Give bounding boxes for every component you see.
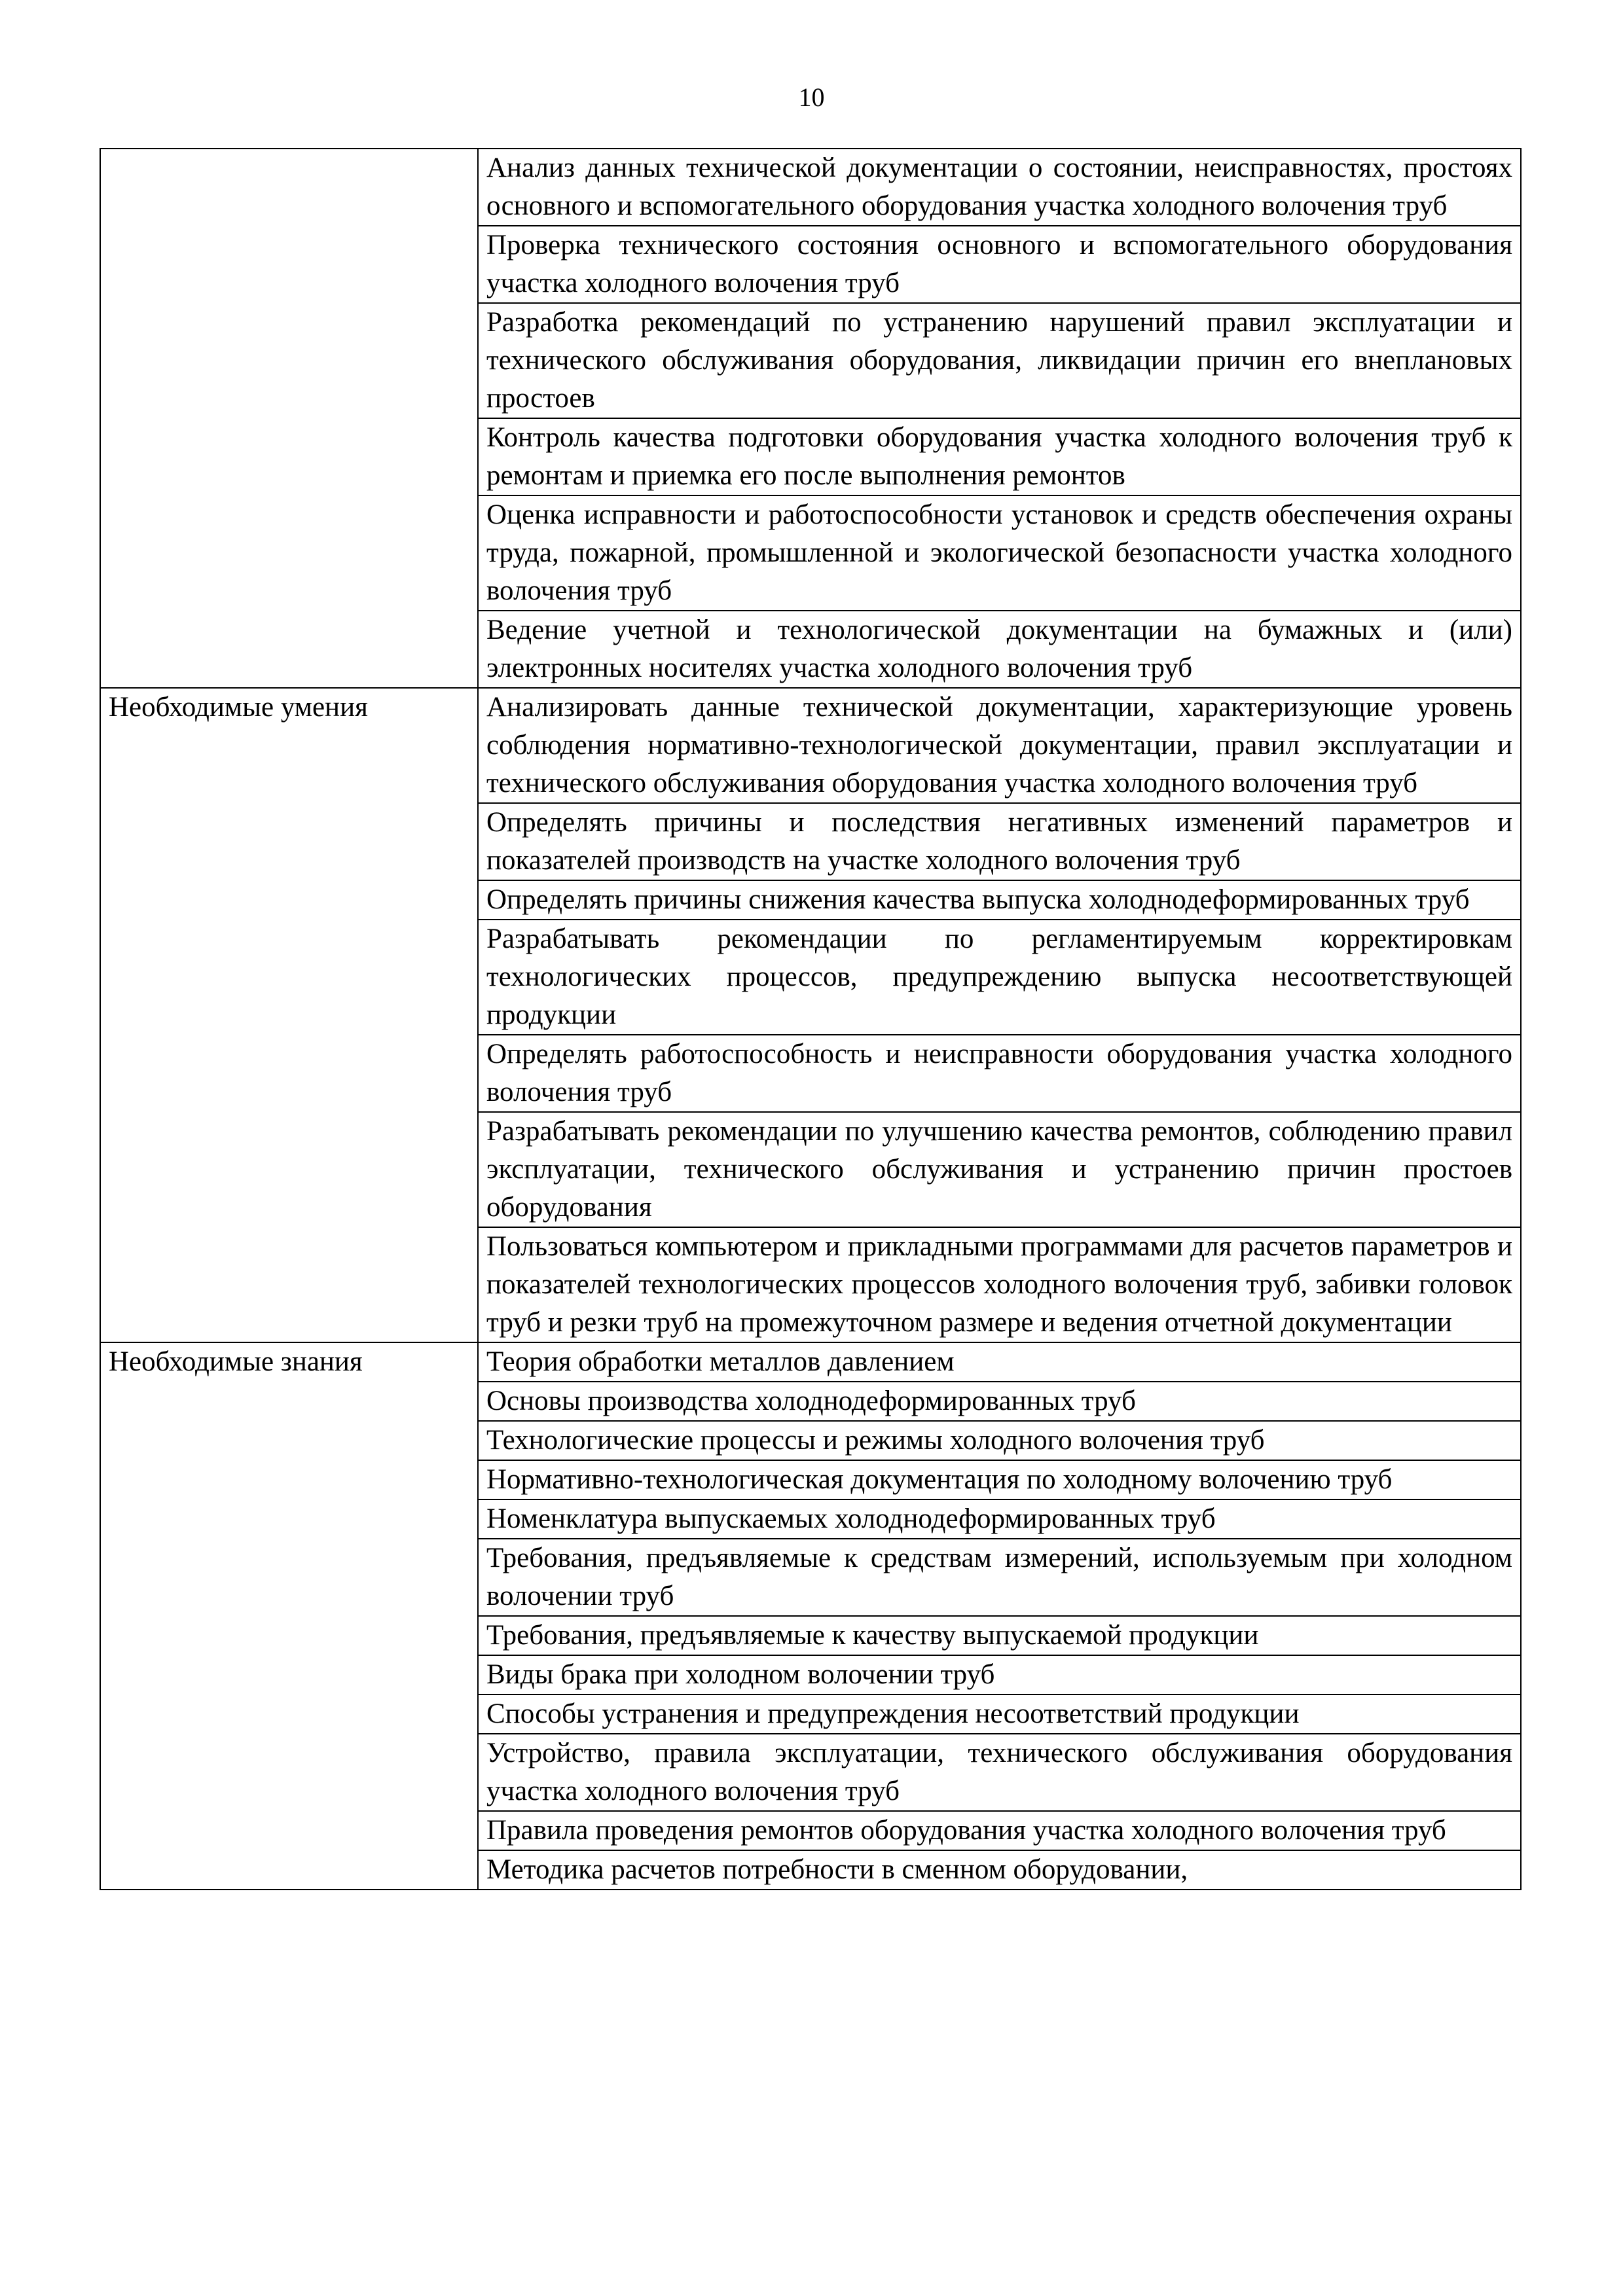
knowledge-label: Необходимые знания [100, 1342, 478, 1890]
table-cell: Номенклатура выпускаемых холоднодеформированных труб [478, 1499, 1521, 1539]
table-cell: Определять работоспособность и неисправности оборудования участка холодного волочения труб [478, 1035, 1521, 1112]
table-cell: Виды брака при холодном волочении труб [478, 1655, 1521, 1695]
table-cell: Пользоваться компьютером и прикладными программами для расчетов параметров и показателей технологических процессов холодного волочения труб, забивки головок труб и резки труб на промежуточном размере и ведения отчетной документации [478, 1227, 1521, 1342]
table-cell: Устройство, правила эксплуатации, технического обслуживания оборудования участка холодного волочения труб [478, 1734, 1521, 1811]
table-cell: Нормативно-технологическая документация по холодному волочению труб [478, 1460, 1521, 1499]
table-cell: Определять причины и последствия негативных изменений параметров и показателей производств на участке холодного волочения труб [478, 803, 1521, 880]
table-cell: Основы производства холоднодеформированных труб [478, 1382, 1521, 1421]
table-row [100, 688, 1521, 803]
table-cell: Требования, предъявляемые к средствам измерений, используемым при холодном волочении труб [478, 1539, 1521, 1616]
requirements-table [100, 148, 1522, 1890]
table-cell: Технологические процессы и режимы холодного волочения труб [478, 1421, 1521, 1460]
group-label-continued [100, 149, 478, 688]
table-cell: Методика расчетов потребности в сменном оборудовании, [478, 1850, 1521, 1890]
table-row [100, 149, 1521, 226]
skills-label: Необходимые умения [100, 688, 478, 1342]
table-row [100, 1342, 1521, 1382]
table-cell: Правила проведения ремонтов оборудования участка холодного волочения труб [478, 1811, 1521, 1850]
table-cell: Способы устранения и предупреждения несоответствий продукции [478, 1695, 1521, 1734]
table-cell: Ведение учетной и технологической документации на бумажных и (или) электронных носителях участка холодного волочения труб [478, 611, 1521, 688]
table-cell: Определять причины снижения качества выпуска холоднодеформированных труб [478, 880, 1521, 920]
table-cell: Оценка исправности и работоспособности установок и средств обеспечения охраны труда, пожарной, промышленной и экологической безопасности участка холодного волочения труб [478, 495, 1521, 611]
table-cell: Контроль качества подготовки оборудования участка холодного волочения труб к ремонтам и приемка его после выполнения ремонтов [478, 418, 1521, 495]
table-cell: Разработка рекомендаций по устранению нарушений правил эксплуатации и технического обслуживания оборудования, ликвидации причин его внеплановых простоев [478, 303, 1521, 418]
table-cell: Теория обработки металлов давлением [478, 1342, 1521, 1382]
table-cell: Анализ данных технической документации о состоянии, неисправностях, простоях основного и вспомогательного оборудования участка холодного волочения труб [478, 149, 1521, 226]
page-number: 10 [798, 82, 825, 112]
table-cell: Требования, предъявляемые к качеству выпускаемой продукции [478, 1616, 1521, 1655]
table-cell: Анализировать данные технической документации, характеризующие уровень соблюдения нормативно-технологической документации, правил эксплуатации и технического обслуживания оборудования участка холодного волочения труб [478, 688, 1521, 803]
table-cell: Проверка технического состояния основного и вспомогательного оборудования участка холодного волочения труб [478, 226, 1521, 303]
table-cell: Разрабатывать рекомендации по улучшению качества ремонтов, соблюдению правил эксплуатации, технического обслуживания и устранению причин простоев оборудования [478, 1112, 1521, 1227]
table-cell: Разрабатывать рекомендации по регламентируемым корректировкам технологических процессов, предупреждению выпуска несоответствующей продукции [478, 920, 1521, 1035]
